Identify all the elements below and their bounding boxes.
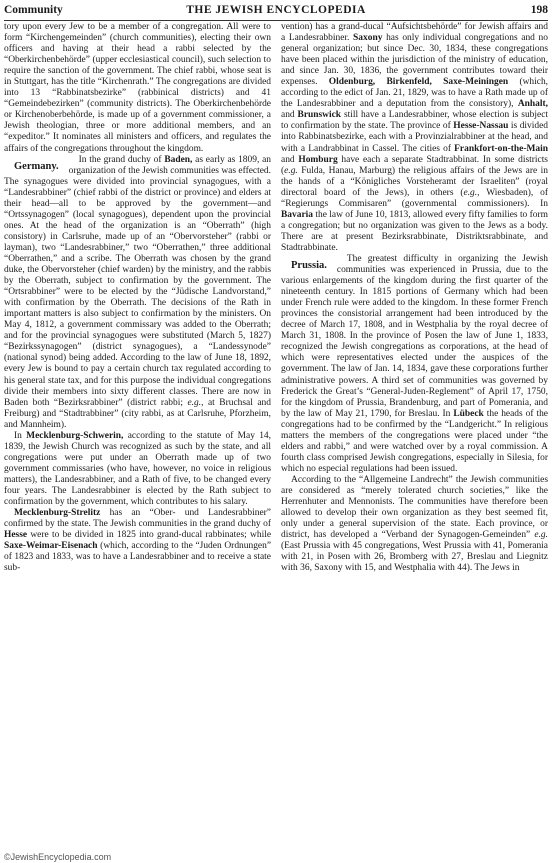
copyright-footer: ©JewishEncyclopedia.com xyxy=(4,852,112,862)
place-brunswick: Brunswick xyxy=(297,110,342,121)
header-page-number: 198 xyxy=(530,4,548,16)
paragraph-states: vention) has a grand-ducal “Aufsichtsbehörde” for Jewish affairs and a Landesrabbiner. Saxony has only individual congregations and no general organization; but since Dec. 30, 1834, these congregations have been placed within the jurisdiction of the ministry of education, and since Jan. 30, 1836, the government contributes toward their expenses. Oldenburg, Birkenfeld, Saxe-Meiningen (which, according to the edict of Jan. 21, 1829, was to have a Rath made up of the Landesrabbiner and a deputation from the consistory), Anhalt, and Brunswick still have a Landesrabbiner, whose election is subject to confirmation by the state. The province of Hesse-Nassau is divided into Rabbinatsbezirke, each with a Provinzialrabbiner at the head, and with a Landrabbinat in Cassel. The cities of Frankfort-on-the-Main and Homburg have each a separate Stadtrabbinat. In some districts (e.g. Fulda, Hanau, Marburg) the religious affairs of the Jews are in the hands of a “Königliches Vorsteheramt der Israeliten” (royal directoral board of the Jews), in others (e.g., Wiesbaden), of “Regierungs Commisaren” (governmental commissioners). In Bavaria the law of June 10, 1813, allowed every fifty families to form a congregation; but no organization was given to the Jews as a body. There are at present Bezirksrabbinate, Distriktsrabbinate, and Stadtrabbinate. xyxy=(281,22,548,253)
header-section-title: Community xyxy=(4,4,63,16)
place-mecklenburg-strelitz: Mecklenburg-Strelitz xyxy=(14,508,101,519)
side-head-germany: Germany. xyxy=(14,160,59,172)
place-saxe-weimar-eisenach: Saxe-Weimar-Eisenach xyxy=(4,541,98,552)
article-body xyxy=(4,22,548,849)
right-column xyxy=(281,22,548,849)
paragraph-landrecht: According to the “Allgemeine Landrecht” the Jewish communities are considered as “merely tolerated church societies,” like the Herrenhuter and Mennonists. The communities have therefore been allowed to develop their own organization as they best seemed fit, only under a general supervision of the state. Each province, or district, has developed a “Verband der Synagogen-Gemeinden” e.g. (East Prussia with 45 congregations, West Prussia with 41, Pomerania with 21, in Posen with 26, Bromberg with 27, Breslau and Liegnitz with 36, Saxony with 15, and Westphalia with 44). The Jews in xyxy=(281,474,548,574)
place-anhalt: Anhalt, xyxy=(517,99,548,110)
paragraph-wurttemberg: tory upon every Jew to be a member of a congregation. All were to form “Kirchengemeinden” (church communities), electing their own officers and having at their head a rabbi selected by the “Oberkirchenbehörde” (upper ecclesiastical council), such selection to require the sanction of the government. The chief rabbi, whose seat is in Stuttgart, has the title “Kirchenrath.” The congregations are divided into 13 “Rabbinatsbezirke” (rabbinical districts) and 41 “Gemeindebezirken” (community districts). The Oberkirchenbehörde or Kirchenoberbehörde, is made up of a government commissioner, a Jewish theologian, three or more additional members, and an “expeditor.” It nominates all ministers and officers, and regulates the affairs of the congregations throughout the kingdom. xyxy=(4,22,271,154)
place-frankfort: Frankfort-on-the-Main xyxy=(454,143,548,154)
running-header xyxy=(4,2,548,21)
paragraph-prussia: Prussia. The greatest difficulty in organizing the Jewish communities was experienced in Prussia, due to the various enlargements of the kingdom during the first quarter of the nineteenth century. In 1815 portions of Germany which had been under French rule were added to the kingdom. In these former French provinces the consistorial arrangement had been introduced by the decree of March 17, 1808, and in Westphalia by the royal decree of March 31, 1808. In the province of Posen the law of June 1, 1833, recognized the Jewish congregations as corporations, at the head of which were representatives elected under the auspices of the government. The law of Jan. 14, 1834, gave these corporations further administrative powers. A third set of communities was governed by Frederick the Great’s “General-Juden-Reglement” of April 17, 1750, for the kingdom of Prussia, Brandenburg, and part of Pomerania, and by the law of May 21, 1790, for Breslau. In Lübeck the heads of the congregations had to be confirmed by the “Landgericht.” In religious matters the members of the congregations were placed under “the elders and rabbi,” and were watched over by a royal commission. A fourth class comprised Jewish congregations, especially in Silesia, for which no especial regulations had been issued. xyxy=(281,253,548,474)
place-homburg: Homburg xyxy=(298,154,338,165)
paragraph-mecklenburg-schwerin: In Mecklenburg-Schwerin, according to the statute of May 14, 1839, the Jewish Church was recognized as such by the state, and all congregations were put under an Oberrath made up of two government commissaries (who have, however, no voice in religious matters), the Landesrabbiner, and a Rath of five, to be changed every four years. The Landesrabbiner is elected by the Rath subject to confirmation by the government, which contributes to his salary. xyxy=(4,430,271,508)
place-mecklenburg-schwerin: Mecklenburg-Schwerin, xyxy=(26,430,124,441)
place-hesse-nassau: Hesse-Nassau xyxy=(453,121,509,132)
paragraph-baden: Germany. In the grand duchy of Baden, as early as 1809, an organization of the Jewish communities was effected. The synagogues were divided into provincial synagogues, with a “Landesrabbiner” (chief rabbi of the district or province) and elders at their head—all to be approved by the government—and “Ortssynagogen” (local synagogues), dependent upon the provincial ones. At the head of the organization is an “Oberrath” (high consistory) in Carlsruhe, made up of an “Obervorsteher” (rabbi or layman), two “Landesrabbiner,” two “Oberrathen,” three additional “Oberrathen,” and a scribe. The Oberrath was chosen by the grand duke, the Obervorsteher (chief warden) by the ministry, and the rabbis by the Oberrath, subject to confirmation by the government. The “Ortsrabbiner” were to be elected by the “Jüdische Landvorstand,” with confirmation by the Oberrath. The decisions of the Rath in important matters is also subject to confirmation by the ministers. On May 4, 1812, a government commissary was added to the Oberrath; and for the provincial synagogues were substituted (March 5, 1827) “Bezirkssynagogen” (district synagogues), a “Landessynode” (national synod) being added. According to the law of June 18, 1892, every Jew is bound to pay a certain church tax regulated according to his general state tax, and for this purpose the individual congregations divide their members into sixty different classes. There are now in Baden both “Bezirksrabbiner” (district rabbi; e.g., at Bruchsal and Freiburg) and “Stadtrabbiner” (city rabbi, as at Carlsruhe, Pforzheim, and Mannheim). xyxy=(4,154,271,430)
left-column xyxy=(4,22,271,849)
place-oldenburg: Oldenburg, Birkenfeld, Saxe-Meiningen xyxy=(328,77,509,88)
place-saxony: Saxony xyxy=(353,33,383,44)
place-hesse: Hesse xyxy=(4,530,28,541)
header-publication-title: THE JEWISH ENCYCLOPEDIA xyxy=(186,4,366,16)
side-head-prussia: Prussia. xyxy=(291,259,327,271)
place-lubeck: Lübeck xyxy=(453,408,484,419)
place-bavaria: Bavaria xyxy=(281,209,313,220)
place-baden: Baden, xyxy=(164,154,193,165)
paragraph-mecklenburg-strelitz: Mecklenburg-Strelitz has an “Ober- und Landesrabbiner” confirmed by the state. The Jewish communities in the grand duchy of Hesse were to be divided in 1825 into grand-ducal rabbinates; while Saxe-Weimar-Eisenach (which, according to the “Juden Ordnungen” of 1823 and 1833, was to have a Landesrabbiner and to receive a state sub- xyxy=(4,508,271,574)
